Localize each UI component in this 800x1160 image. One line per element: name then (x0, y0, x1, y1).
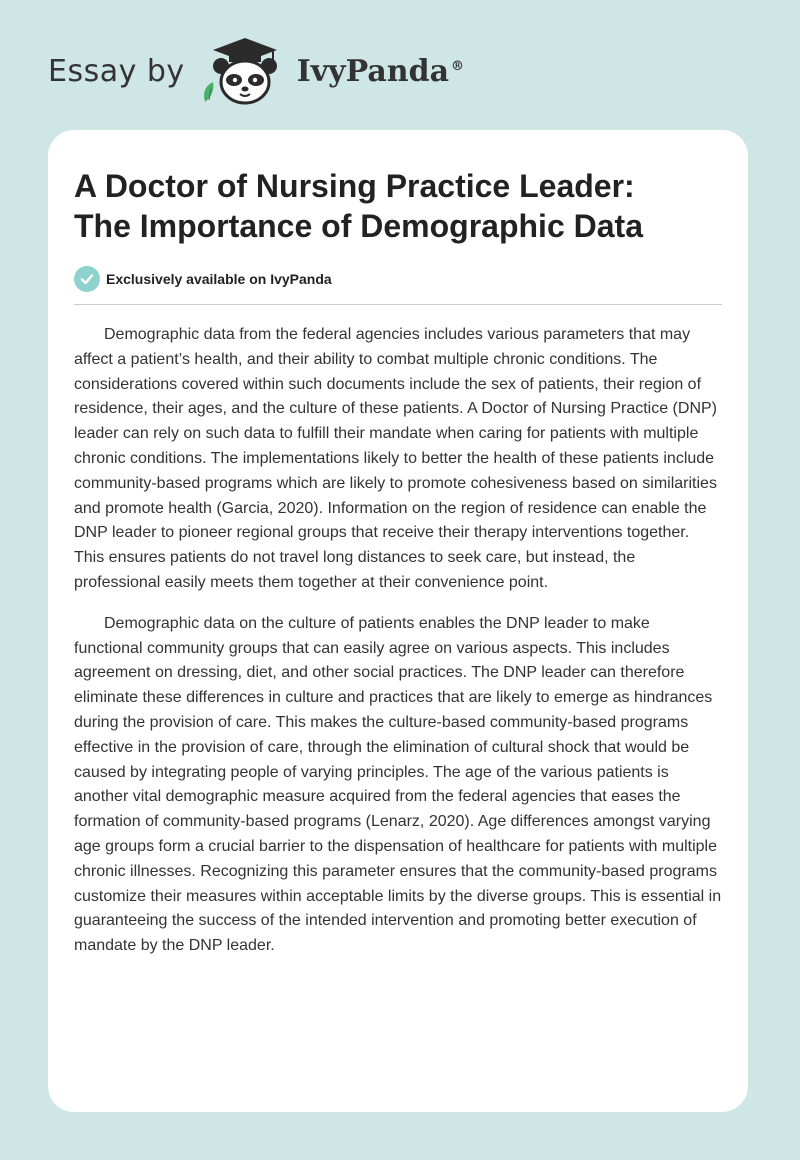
essay-body (74, 323, 722, 959)
exclusive-badge (74, 266, 722, 305)
registered-mark: ® (451, 58, 465, 74)
panda-graduate-icon[interactable] (199, 36, 291, 106)
essay-paragraph: Demographic data on the culture of patients enables the DNP leader to make functional community groups that can easily agree on various aspects. This includes agreement on dressing, diet, and other social practices. The DNP leader can therefore eliminate these differences in culture and practices that are likely to emerge as hindrances during the provision of care. This makes the culture-based community-based programs effective in the provision of care, through the elimination of cultural shock that would be caused by integrating people of varying principles. The age of the various patients is another vital demographic measure acquired from the federal agencies that eases the formation of community-based programs (Lenarz, 2020). Age differences amongst varying age groups form a crucial barrier to the dispensation of healthcare for patients with multiple chronic illnesses. Recognizing this parameter ensures that the community-based programs customize their measures within acceptable limits by the diverse groups. This is essential in guaranteeing the success of the intended intervention and promoting better execution of mandate by the DNP leader. (74, 614, 722, 955)
essay-by-label: Essay by (48, 53, 185, 89)
essay-title-line-2: The Importance of Demographic Data (74, 208, 643, 244)
ivypanda-brand-name[interactable]: IvyPanda ® (296, 53, 465, 89)
check-circle-icon (74, 266, 100, 292)
exclusive-badge-text: Exclusively available on IvyPanda (106, 271, 332, 287)
essay-paragraph: Demographic data from the federal agencies includes various parameters that may affect a patient’s health, and their ability to combat multiple chronic conditions. The considerations covered within such documents include the sex of patients, their region of residence, their ages, and the culture of these patients. A Doctor of Nursing Practice (DNP) leader can rely on such data to fulfill their mandate when caring for patients with multiple chronic conditions. The implementations likely to better the health of these patients include community-based programs which are likely to promote cohesiveness based on similarities and promote health (Garcia, 2020). Information on the region of residence can enable the DNP leader to pioneer regional groups that receive their therapy interventions together. This ensures patients do not travel long distances to seek care, but instead, the professional easily meets them together at their convenience point. (74, 326, 717, 591)
site-header (48, 36, 464, 106)
essay-title (74, 166, 722, 246)
essay-title-line-1: A Doctor of Nursing Practice Leader: (74, 168, 635, 204)
essay-card (48, 130, 748, 1112)
